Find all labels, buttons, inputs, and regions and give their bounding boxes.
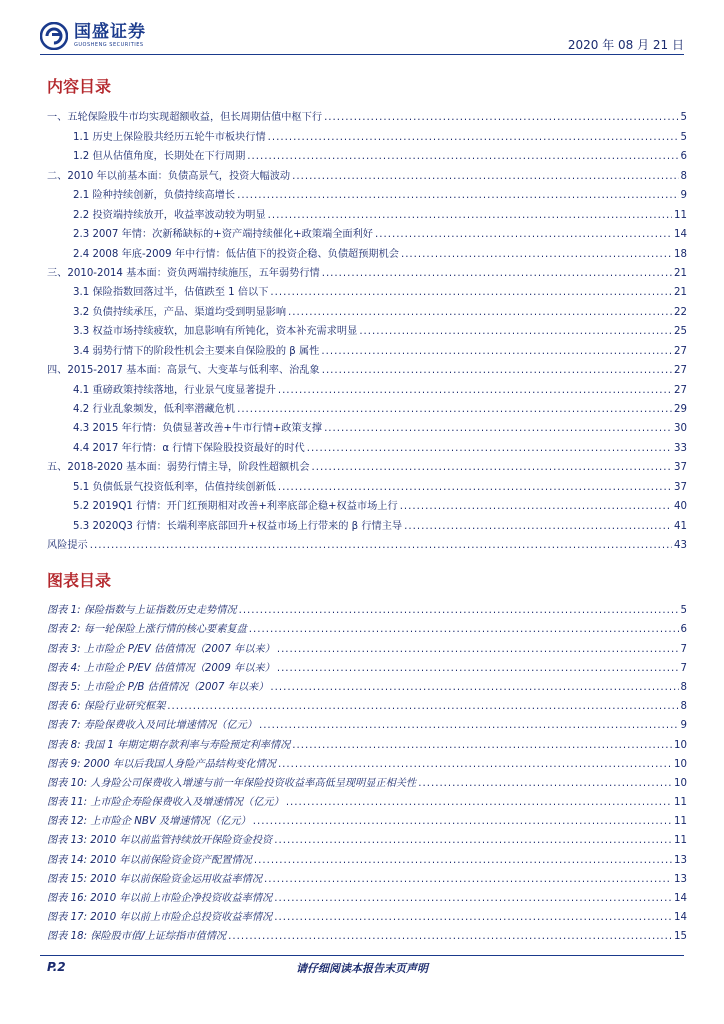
dot-leader xyxy=(90,539,672,552)
figure-entry[interactable] xyxy=(47,867,687,886)
entry-page-number: 9 xyxy=(680,190,687,202)
contents-entry[interactable] xyxy=(47,397,687,416)
entry-title: 4.2 行业乱象频发，低利率潜藏危机 xyxy=(73,404,236,415)
contents-entry[interactable] xyxy=(47,455,687,474)
entry-page-number: 29 xyxy=(674,404,687,415)
entry-page-number: 5 xyxy=(680,605,687,617)
entry-page-number: 11 xyxy=(674,835,687,847)
contents-entry[interactable] xyxy=(47,319,687,338)
figures-list xyxy=(47,598,687,943)
entry-title: 一、五轮保险股牛市均实现超额收益，但长周期估值中枢下行 xyxy=(47,112,323,124)
dot-leader xyxy=(277,643,679,656)
footer-divider xyxy=(40,955,684,956)
dot-leader xyxy=(228,930,672,943)
entry-title: 图表 13: 2010 年以前监管持续放开保险资金投资 xyxy=(47,835,273,847)
logo-icon xyxy=(40,22,68,50)
entry-page-number: 10 xyxy=(674,739,687,751)
dot-leader xyxy=(259,719,679,732)
figure-entry[interactable] xyxy=(47,790,687,809)
dot-leader xyxy=(239,604,679,617)
entry-title: 图表 15: 2010 年以前保险资金运用收益率情况 xyxy=(47,873,263,885)
figure-entry[interactable] xyxy=(47,924,687,943)
entry-page-number: 11 xyxy=(674,797,687,809)
dot-leader xyxy=(321,345,672,358)
figure-entry[interactable] xyxy=(47,847,687,866)
contents-entry[interactable] xyxy=(47,163,687,182)
entry-title: 3.2 负债持续承压，产品、渠道均受到明显影响 xyxy=(73,306,287,318)
entry-title: 图表 7: 寿险保费收入及同比增速情况（亿元） xyxy=(47,720,257,732)
entry-title: 3.1 保险指数回落过半，估值跌至 1 倍以下 xyxy=(73,287,269,299)
entry-page-number: 41 xyxy=(674,520,687,532)
figure-entry[interactable] xyxy=(47,713,687,732)
contents-entry[interactable] xyxy=(47,377,687,396)
contents-entry[interactable] xyxy=(47,474,687,493)
entry-title: 五、2018-2020 基本面：弱势行情主导，阶段性超额机会 xyxy=(47,462,310,474)
entry-page-number: 27 xyxy=(674,345,687,357)
page-number: P.2 xyxy=(47,960,66,974)
entry-page-number: 21 xyxy=(674,287,687,299)
dot-leader xyxy=(268,131,679,144)
entry-title: 2.4 2008 年底-2009 年中行情：低估值下的投资企稳、负债超预期机会 xyxy=(73,248,399,260)
entry-title: 图表 8: 我国 1 年期定期存款利率与寿险预定利率情况 xyxy=(47,739,291,751)
contents-entry[interactable] xyxy=(47,299,687,318)
dot-leader xyxy=(288,306,672,319)
entry-title: 5.1 负债低景气投资低利率，估值持续创新低 xyxy=(73,481,276,493)
entry-page-number: 40 xyxy=(674,501,687,513)
entry-page-number: 27 xyxy=(674,384,687,396)
figure-entry[interactable] xyxy=(47,828,687,847)
figures-heading: 图表目录 xyxy=(47,571,112,590)
entry-title: 风险提示 xyxy=(47,540,88,552)
logo-english: GUOSHENG SECURITIES xyxy=(74,42,144,48)
footer-disclaimer: 请仔细阅读本报告末页声明 xyxy=(296,962,428,975)
contents-entry[interactable] xyxy=(47,416,687,435)
figure-entry[interactable] xyxy=(47,598,687,617)
dot-leader xyxy=(375,228,672,241)
contents-entry[interactable] xyxy=(47,183,687,202)
contents-list xyxy=(47,105,687,552)
dot-leader xyxy=(278,481,672,494)
figure-entry[interactable] xyxy=(47,752,687,771)
figure-entry[interactable] xyxy=(47,771,687,790)
entry-page-number: 22 xyxy=(674,306,687,318)
entry-title: 4.1 重磅政策持续落地，行业景气度显著提升 xyxy=(73,384,276,396)
entry-title: 图表 18: 保险股市值/上证综指市值情况 xyxy=(47,931,227,943)
contents-entry[interactable] xyxy=(47,494,687,513)
dot-leader xyxy=(278,384,672,397)
dot-leader xyxy=(277,662,679,675)
dot-leader xyxy=(268,209,672,222)
dot-leader xyxy=(254,854,672,867)
dot-leader xyxy=(274,911,672,924)
entry-page-number: 18 xyxy=(674,248,687,260)
dot-leader xyxy=(359,325,672,338)
entry-title: 图表 1: 保险指数与上证指数历史走势情况 xyxy=(47,605,237,617)
entry-title: 四、2015-2017 基本面：高景气、大变革与低利率、治乱象 xyxy=(47,365,320,377)
entry-page-number: 5 xyxy=(680,112,687,124)
figure-entry[interactable] xyxy=(47,886,687,905)
contents-entry[interactable] xyxy=(47,261,687,280)
dot-leader xyxy=(292,170,678,183)
dot-leader xyxy=(404,520,672,533)
entry-page-number: 33 xyxy=(674,442,687,454)
entry-title: 4.3 2015 年行情：负债显著改善+牛市行情+政策支撑 xyxy=(73,423,323,435)
dot-leader xyxy=(418,777,672,790)
entry-title: 4.4 2017 年行情：α 行情下保险股投资最好的时代 xyxy=(73,442,305,454)
entry-page-number: 8 xyxy=(680,701,687,713)
entry-title: 3.3 权益市场持续疲软，加息影响有所钝化，资本补充需求明显 xyxy=(73,326,358,338)
entry-title: 2.1 险种持续创新，负债持续高增长 xyxy=(73,190,236,202)
entry-title: 图表 5: 上市险企 P/B 估值情况（2007 年以来） xyxy=(47,681,269,693)
page-header xyxy=(0,0,724,60)
dot-leader xyxy=(237,403,672,416)
entry-page-number: 25 xyxy=(674,326,687,338)
dot-leader xyxy=(292,739,672,752)
entry-title: 图表 10: 人身险公司保费收入增速与前一年保险投资收益率高低呈现明显正相关性 xyxy=(47,777,417,789)
entry-title: 图表 12: 上市险企 NBV 及增速情况（亿元） xyxy=(47,816,251,828)
dot-leader xyxy=(253,815,672,828)
dot-leader xyxy=(322,267,672,280)
entry-title: 5.3 2020Q3 行情：长端利率底部回升+权益市场上行带来的 β 行情主导 xyxy=(73,520,403,532)
report-date: 2020 年 08 月 21 日 xyxy=(567,38,684,52)
dot-leader xyxy=(324,422,672,435)
dot-leader xyxy=(322,364,672,377)
entry-page-number: 21 xyxy=(674,267,687,279)
figure-entry[interactable] xyxy=(47,636,687,655)
entry-title: 图表 4: 上市险企 P/EV 估值情况（2009 年以来） xyxy=(47,662,275,674)
contents-entry[interactable] xyxy=(47,280,687,299)
entry-page-number: 13 xyxy=(674,854,687,866)
entry-title: 图表 17: 2010 年以前上市险企总投资收益率情况 xyxy=(47,912,273,924)
dot-leader xyxy=(264,873,672,886)
entry-page-number: 43 xyxy=(674,540,687,552)
contents-entry[interactable] xyxy=(47,202,687,221)
figure-entry[interactable] xyxy=(47,694,687,713)
logo-name: 国盛证券 xyxy=(74,22,146,42)
dot-leader xyxy=(274,834,672,847)
header-divider xyxy=(40,54,684,55)
dot-leader xyxy=(286,796,672,809)
entry-title: 图表 11: 上市险企寿险保费收入及增速情况（亿元） xyxy=(47,797,284,809)
entry-page-number: 37 xyxy=(674,481,687,493)
entry-page-number: 14 xyxy=(674,912,687,924)
entry-page-number: 10 xyxy=(674,758,687,770)
entry-page-number: 14 xyxy=(674,229,687,241)
company-logo xyxy=(40,22,146,50)
entry-page-number: 6 xyxy=(680,151,687,163)
figure-entry[interactable] xyxy=(47,656,687,675)
entry-page-number: 10 xyxy=(674,777,687,789)
contents-entry[interactable] xyxy=(47,222,687,241)
entry-page-number: 8 xyxy=(680,170,687,182)
figure-entry[interactable] xyxy=(47,905,687,924)
entry-title: 图表 14: 2010 年以前保险资金资产配置情况 xyxy=(47,854,252,866)
dot-leader xyxy=(274,892,672,905)
entry-title: 5.2 2019Q1 行情：开门红预期相对改善+利率底部企稳+权益市场上行 xyxy=(73,501,398,513)
dot-leader xyxy=(270,681,678,694)
entry-page-number: 14 xyxy=(674,893,687,904)
entry-page-number: 37 xyxy=(674,462,687,474)
dot-leader xyxy=(247,150,678,163)
figure-entry[interactable] xyxy=(47,617,687,636)
entry-page-number: 8 xyxy=(680,681,687,693)
contents-entry[interactable] xyxy=(47,241,687,260)
entry-page-number: 15 xyxy=(674,931,687,943)
dot-leader xyxy=(401,248,672,261)
entry-title: 1.2 但从估值角度，长期处在下行周期 xyxy=(73,151,246,163)
dot-leader xyxy=(278,758,672,771)
entry-page-number: 30 xyxy=(674,423,687,435)
entry-title: 三、2010-2014 基本面：资负两端持续施压，五年弱势行情 xyxy=(47,267,320,279)
entry-page-number: 11 xyxy=(674,816,687,828)
entry-page-number: 9 xyxy=(680,720,687,732)
contents-heading: 内容目录 xyxy=(47,77,112,96)
dot-leader xyxy=(237,189,678,202)
contents-entry[interactable] xyxy=(47,435,687,454)
entry-title: 2.3 2007 年情：次新稀缺标的+资产端持续催化+政策端全面利好 xyxy=(73,229,373,241)
entry-title: 1.1 历史上保险股共经历五轮牛市板块行情 xyxy=(73,131,266,143)
entry-title: 图表 2: 每一轮保险上涨行情的核心要素复盘 xyxy=(47,624,247,636)
entry-page-number: 7 xyxy=(680,662,687,674)
entry-page-number: 11 xyxy=(674,209,687,221)
figure-entry[interactable] xyxy=(47,675,687,694)
entry-title: 图表 9: 2000 年以后我国人身险产品结构变化情况 xyxy=(47,758,276,770)
figure-entry[interactable] xyxy=(47,809,687,828)
entry-title: 图表 6: 保险行业研究框架 xyxy=(47,701,166,713)
contents-entry[interactable] xyxy=(47,105,687,124)
entry-page-number: 7 xyxy=(680,643,687,655)
entry-page-number: 5 xyxy=(680,131,687,143)
contents-entry[interactable] xyxy=(47,338,687,357)
entry-title: 图表 3: 上市险企 P/EV 估值情况（2007 年以来） xyxy=(47,643,275,655)
entry-title: 3.4 弱势行情下的阶段性机会主要来自保险股的 β 属性 xyxy=(73,345,320,357)
dot-leader xyxy=(400,500,672,513)
contents-entry[interactable] xyxy=(47,358,687,377)
dot-leader xyxy=(312,461,673,474)
entry-title: 二、2010 年以前基本面：负债高景气，投资大幅波动 xyxy=(47,170,291,182)
entry-page-number: 27 xyxy=(674,365,687,377)
contents-entry[interactable] xyxy=(47,124,687,143)
dot-leader xyxy=(270,286,672,299)
dot-leader xyxy=(324,111,678,124)
dot-leader xyxy=(249,623,679,636)
figure-entry[interactable] xyxy=(47,732,687,751)
entry-page-number: 6 xyxy=(680,624,687,636)
contents-entry[interactable] xyxy=(47,144,687,163)
dot-leader xyxy=(167,700,678,713)
contents-entry[interactable] xyxy=(47,533,687,552)
entry-title: 2.2 投资端持续放开，收益率波动较为明显 xyxy=(73,209,266,221)
contents-entry[interactable] xyxy=(47,513,687,532)
entry-title: 图表 16: 2010 年以前上市险企净投资收益率情况 xyxy=(47,893,273,904)
dot-leader xyxy=(307,442,672,455)
entry-page-number: 13 xyxy=(674,873,687,885)
